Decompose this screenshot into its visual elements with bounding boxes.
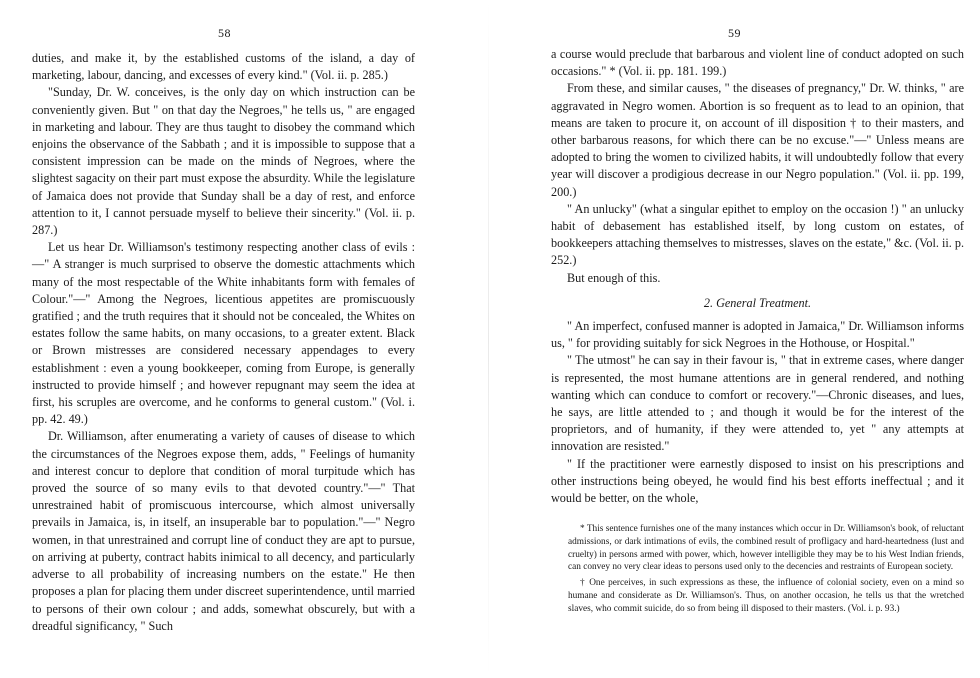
page-body <box>32 50 415 635</box>
page-number: 58 <box>218 26 231 40</box>
right-page <box>520 0 980 678</box>
book-gutter <box>488 0 489 678</box>
paragraph: From these, and similar causes, " the diseases of pregnancy," Dr. W. thinks, " are aggravated in Negro women. Abortion is so frequent as to lead to an opinion, that means are taken to procure it, on account of ill disposition † to their masters, and other barbarous reasons, for which there can be no excuse."—" Unless means are adopted to bring the women to civilized habits, it will undoubtedly follow that every year will discover a prodigious decrease in our Negro population." (Vol. ii. pp. 199, 200.) <box>551 81 964 199</box>
page-number: 59 <box>728 26 741 40</box>
page-body <box>551 46 964 507</box>
paragraph: duties, and make it, by the established customs of the island, a day of marketing, labour, dancing, and excesses of every kind." (Vol. ii. p. 285.) <box>32 51 415 83</box>
paragraph: "Sunday, Dr. W. conceives, is the only day on which instruction can be conveniently given. But " on that day the Negroes," he tells us, " are engaged in marketing and labour. They are thus taught to disobey the command which enjoins the observance of the Sabbath ; and it is impossible to suppose that a consistent impression can be made on the minds of Negroes, where the slightest sagacity on their part must expose the absurdity. While the legislature of Jamaica does not provide that Sunday shall be a day of rest, and enforce attention to it, I cannot persuade myself to believe their sincerity." (Vol. ii. p. 287.) <box>32 85 415 238</box>
paragraph: " If the practitioner were earnestly disposed to insist on his prescriptions and other instructions being obeyed, he would find his best efforts ineffectual ; and it would be better, on the whole, <box>551 456 964 506</box>
paragraph: " An imperfect, confused manner is adopted in Jamaica," Dr. Williamson informs us, " for providing suitably for sick Negroes in the Hothouse, or Hospital." <box>551 319 964 351</box>
paragraph: " The utmost" he can say in their favour is, " that in extreme cases, where danger is represented, the most humane attentions are in general rendered, and nothing wanting which can conduce to comfort or recovery."—Chronic diseases, and lues, he says, are little attended to ; and though it would be for the interest of the proprietors, and of humanity, if they were attended to, yet " any attempts at innovation are resisted." <box>551 353 964 454</box>
section-heading: 2. General Treatment. <box>703 295 812 310</box>
paragraph: But enough of this. <box>567 270 661 285</box>
footnote: † One perceives, in such expressions as these, the influence of colonial society, even on a mind so humane and considerate as Dr. Williamson's. Thus, on another occasion, he tells us that the wretched slaves, who commit suicide, do so from being ill disposed to their masters. (Vol. i. p. 93.) <box>568 578 964 614</box>
footnotes <box>568 523 964 619</box>
left-page <box>0 0 470 678</box>
paragraph: Dr. Williamson, after enumerating a variety of causes of disease to which the circumstances of the Negroes expose them, adds, " Feelings of humanity and interest concur to deplore that condition of moral turpitude which has proved the source of so many evils to that devoted country."—" That unrestrained habit of promiscuous intercourse, which almost universally prevails in Jamaica, is, in itself, an insuperable bar to population."—" Negro women, in that unrestrained and corrupt line of conduct they are apt to pursue, on arriving at puberty, contract habits inimical to all decency, and particularly adverse to all probability of increasing numbers on the estate." He then proposes a plan for placing them under discreet superintendence, until married to persons of their own colour ; and adds, somewhat obscurely, but with a dreadful significancy, " Such <box>32 429 415 633</box>
paragraph: " An unlucky" (what a singular epithet to employ on the occasion !) " an unlucky habit of debasement has established itself, by long custom on estates, of bookkeepers attaching themselves to mistresses, slaves on the estate," &c. (Vol. ii. p. 252.) <box>551 201 964 268</box>
paragraph: a course would preclude that barbarous and violent line of conduct adopted on such occasions." * (Vol. ii. pp. 181. 199.) <box>551 47 964 79</box>
footnote: * This sentence furnishes one of the many instances which occur in Dr. Williamson's book, of reluctant admissions, or dark intimations of evils, the combined result of profligacy and hard-heartedness (lust and cruelty) in persons armed with power, which, however intelligible they may be to his West Indian friends, can convey no very clear ideas to persons used only to the decencies and restraints of European society. <box>568 524 964 573</box>
paragraph: Let us hear Dr. Williamson's testimony respecting another class of evils :—" A stranger is much surprised to observe the domestic attachments which many of the most respectable of the White inhabitants form with females of Colour."—" Among the Negroes, licentious appetites are promiscuously gratified ; and the truth requires that it should not be concealed, the Whites on estates follow the same habits, on many occasions, to a greater extent. Black or Brown mistresses are considered necessary appendages to every establishment : even a young bookkeeper, coming from Europe, is generally instructed to provide himself ; and however repugnant may seem the idea at first, his scruples are overcome, and he conforms to general custom." (Vol. i. pp. 42. 49.) <box>32 240 415 427</box>
